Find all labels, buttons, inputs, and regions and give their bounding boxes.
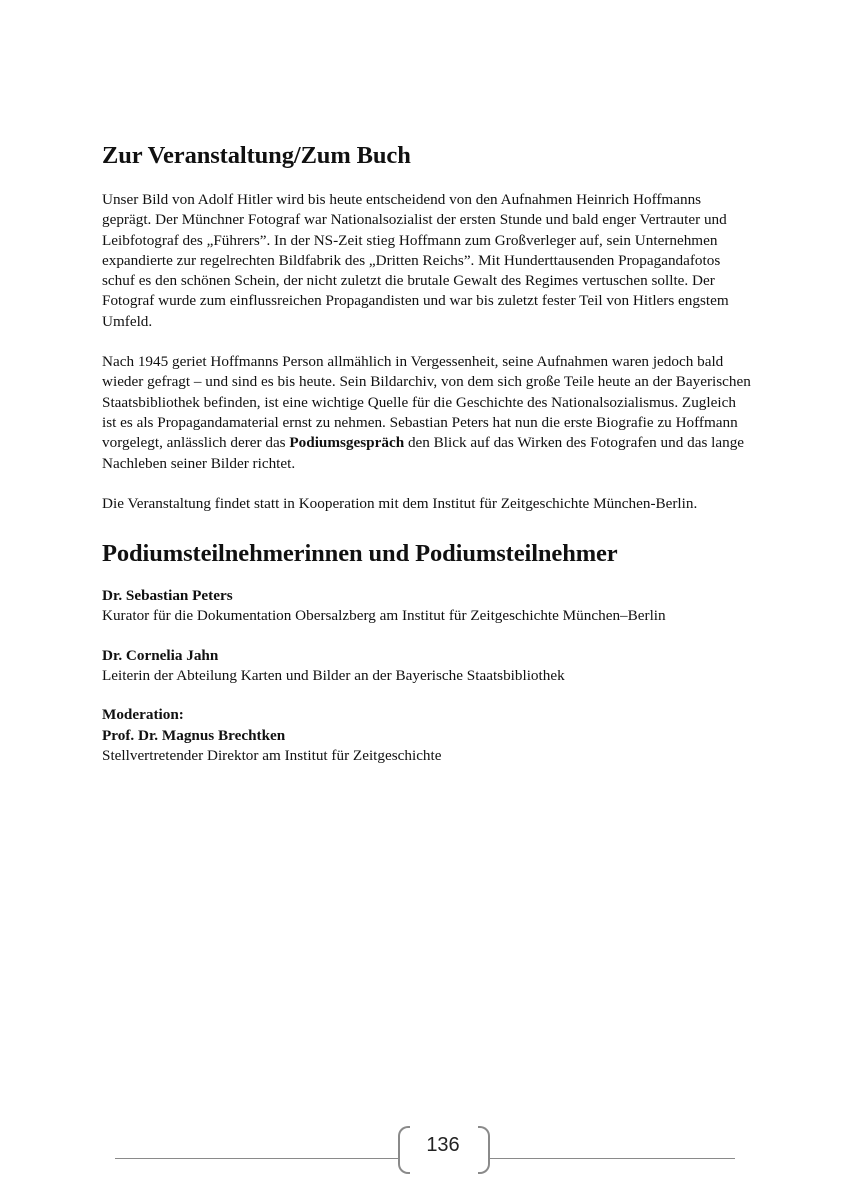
page-number-bracket-close [478, 1126, 490, 1174]
podium-highlight: Podiumsgespräch [289, 434, 405, 452]
paragraph-history-text-start: Nach 1945 geriet Hoffmanns Person allmählich in Vergessenheit, seine Aufnahmen waren jedoch bald wieder gefragt – und sind es bis heute. Sein Bildarchiv, von dem sich große Teile heute an der Bayerischen Staatsbibliothek befinden, ist eine wichtige Quelle für die Geschichte des Nationalsozialismus. Zugleich ist es als Propagandamaterial ernst zu nehmen. Sebastian Peters hat nun die erste Biografie zu Hoffmann vorgelegt, anlässlich derer das [102, 353, 751, 452]
moderator-entry [102, 705, 752, 766]
moderation-label: Moderation: [102, 706, 184, 724]
panelist-role: Kurator für die Dokumentation Obersalzberg am Institut für Zeitgeschichte München–Berlin [102, 607, 666, 625]
page-number-bracket-open [398, 1126, 410, 1174]
panelist-entry [102, 586, 752, 627]
paragraph-history [102, 352, 752, 474]
paragraph-history-text-end: den Blick auf das Wirken des Fotografen und das lange Nachleben seiner Bilder richtet. [102, 434, 745, 472]
panelist-name: Dr. Cornelia Jahn [102, 646, 219, 664]
panelist-role: Leiterin der Abteilung Karten und Bilder an der Bayerische Staatsbibliothek [102, 667, 565, 685]
panelist-entry [102, 646, 752, 687]
section-heading-panelists: Podiumsteilnehmerinnen und Podiumsteilnehmer [102, 540, 618, 568]
footer-rule-right [490, 1158, 735, 1159]
footer-rule-left [115, 1158, 398, 1159]
paragraph-intro: Unser Bild von Adolf Hitler wird bis heute entscheidend von den Aufnahmen Heinrich Hoffmanns geprägt. Der Münchner Fotograf war Nationalsozialist der ersten Stunde und bald enger Vertrauter und Leibfotograf des „Führers”. In der NS-Zeit stieg Hoffmann zum Großverleger auf, sein Unternehmen expandierte zur regelrechten Bildfabrik des „Dritten Reichs”. Mit Hunderttausenden Propagandafotos schuf es den schönen Schein, der nicht zuletzt die brutale Gewalt des Regimes vertuschen sollte. Der Fotograf wurde zum einflussreichen Propagandisten und war bis zuletzt fester Teil von Hitlers engstem Umfeld. [102, 191, 729, 330]
panelist-name: Dr. Sebastian Peters [102, 587, 233, 605]
page-content [102, 140, 752, 785]
moderator-name: Prof. Dr. Magnus Brechtken [102, 726, 286, 744]
moderator-role: Stellvertretender Direktor am Institut für Zeitgeschichte [102, 746, 442, 764]
page-number: 136 [426, 1134, 460, 1156]
section-heading-event: Zur Veranstaltung/Zum Buch [102, 142, 411, 169]
paragraph-cooperation: Die Veranstaltung findet statt in Kooperation mit dem Institut für Zeitgeschichte München-Berlin. [102, 494, 698, 512]
